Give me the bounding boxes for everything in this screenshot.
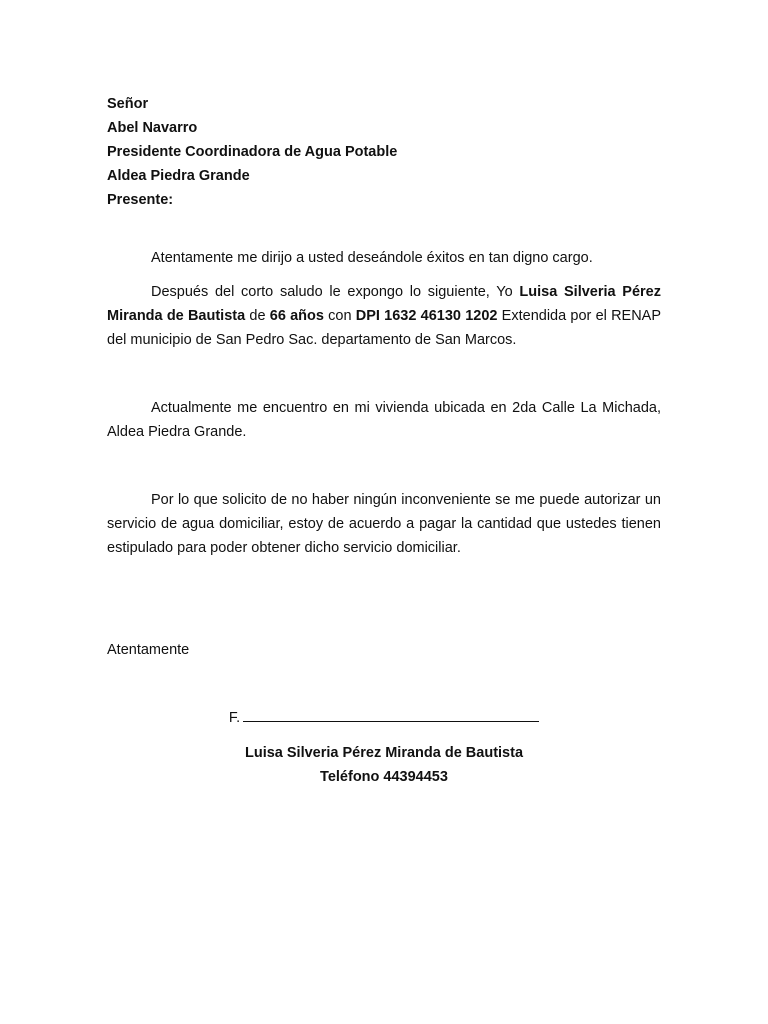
signature-name: Luisa Silveria Pérez Miranda de Bautista: [244, 745, 524, 761]
intro-text-a: Después del corto saludo le expongo lo siguiente, Yo: [151, 284, 520, 300]
paragraph-request: Por lo que solicito de no haber ningún inconveniente se me puede autorizar un servicio de agua domiciliar, estoy de acuerdo a pagar la cantidad que ustedes tienen estipulado para poder obtener dicho servicio domiciliar.: [107, 492, 661, 556]
signature-phone: Teléfono 44394453: [320, 769, 448, 785]
paragraph-greeting: Atentamente me dirijo a usted deseándole éxitos en tan digno cargo.: [151, 250, 593, 266]
intro-text-b: de: [245, 308, 270, 324]
signature-line: [107, 706, 661, 730]
recipient-place: Aldea Piedra Grande: [107, 168, 250, 184]
applicant-dpi: DPI 1632 46130 1202: [355, 308, 498, 324]
recipient-salutation: Señor: [107, 96, 149, 112]
signature-blank: [243, 707, 539, 722]
paragraph-address: Actualmente me encuentro en mi vivienda ubicada en 2da Calle La Michada, Aldea Piedra Grande.: [107, 400, 661, 440]
intro-text-c: con: [323, 308, 356, 324]
recipient-block: [107, 92, 397, 212]
intro-text-d: Extendida por el RENAP del municipio de San Pedro Sac. departamento de San Marcos.: [107, 308, 662, 348]
applicant-name: Luisa Silveria Pérez Miranda de Bautista: [107, 284, 661, 324]
recipient-name: Abel Navarro: [107, 120, 198, 136]
recipient-presente: Presente:: [107, 192, 174, 208]
recipient-title: Presidente Coordinadora de Agua Potable: [107, 144, 398, 160]
signature-prefix: F.: [228, 710, 241, 726]
closing-text: Atentamente: [107, 642, 190, 658]
applicant-age: 66 años: [269, 308, 324, 324]
paragraph-introduction: [107, 280, 661, 352]
